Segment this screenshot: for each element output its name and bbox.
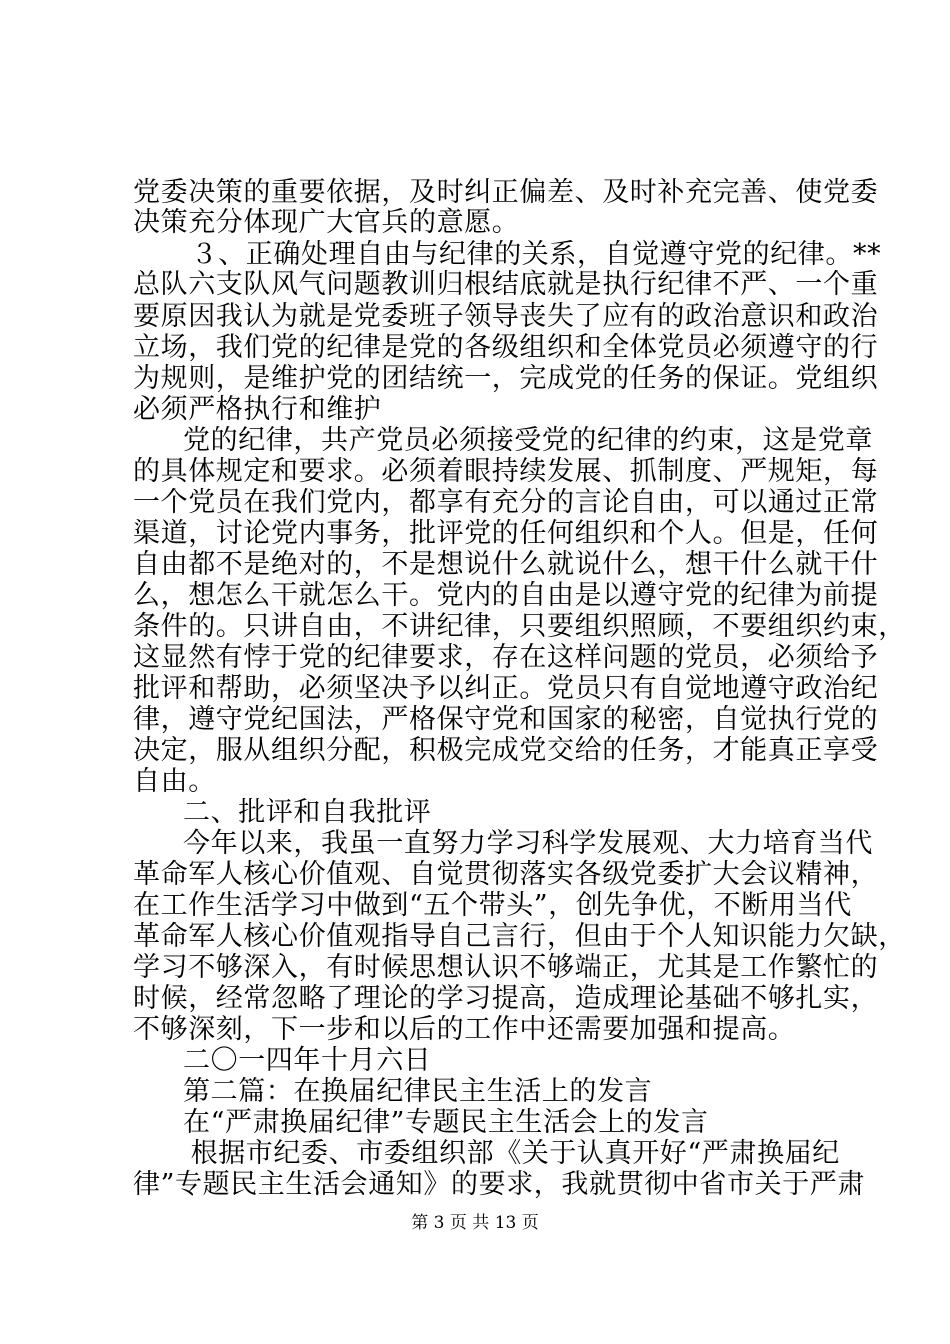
text-line-6: 立场，我们党的纪律是党的各级组织和全体党员必须遵守的行: [133, 332, 879, 363]
text-line-15: 条件的。只讲自由，不讲纪律，只要组织照顾，不要组织约束，: [133, 611, 906, 642]
text-line-5: 要原因我认为就是党委班子领导丧失了应有的政治意识和政治: [133, 301, 879, 332]
text-line-16: 这显然有悖于党的纪律要求，存在这样问题的党员，必须给予: [133, 642, 879, 673]
text-line-13: 自由都不是绝对的，不是想说什么就说什么，想干什么就干什: [133, 549, 879, 580]
chapter-title: 第二篇：在换届纪律民主生活上的发言: [183, 1076, 653, 1107]
text-line-12: 渠道，讨论党内事务，批评党的任何组织和个人。但是，任何: [133, 518, 879, 549]
text-line-28: 不够深刻，下一步和以后的工作中还需要加强和提高。: [133, 1014, 796, 1045]
text-line-3: ３、正确处理自由与纪律的关系，自觉遵守党的纪律。**: [163, 239, 882, 270]
text-line-33: 律”专题民主生活会通知》的要求，我就贯彻中省市关于严肃: [133, 1169, 866, 1200]
text-line-10: 的具体规定和要求。必须着眼持续发展、抓制度、严规矩，每: [133, 456, 879, 487]
text-line-18: 律，遵守党纪国法，严格保守党和国家的秘密，自觉执行党的: [133, 704, 879, 735]
text-line-8: 必须严格执行和维护: [133, 394, 382, 425]
text-line-2: 决策充分体现广大官兵的意愿。: [133, 207, 520, 238]
text-line-17: 批评和帮助，必须坚决予以纠正。党员只有自觉地遵守政治纪: [133, 673, 879, 704]
speech-title: 在“严肃换届纪律”专题民主生活会上的发言: [183, 1107, 709, 1138]
text-line-9: 党的纪律，共产党员必须接受党的纪律的约束，这是党章: [183, 425, 873, 456]
text-line-4: 总队六支队风气问题教训归根结底就是执行纪律不严、一个重: [133, 269, 879, 300]
text-line-1: 党委决策的重要依据，及时纠正偏差、及时补充完善、使党委: [133, 177, 879, 208]
text-line-24: 在工作生活学习中做到“五个带头”，创先争优，不断用当代: [133, 890, 852, 921]
text-line-22: 今年以来，我虽一直努力学习科学发展观、大力培育当代: [183, 828, 873, 859]
section-heading: 二、批评和自我批评: [183, 797, 432, 828]
text-line-7: 为规则，是维护党的团结统一，完成党的任务的保证。党组织: [133, 363, 879, 394]
text-line-23: 革命军人核心价值观、自觉贯彻落实各级党委扩大会议精神，: [133, 859, 879, 890]
text-line-26: 学习不够深入，有时候思想认识不够端正，尤其是工作繁忙的: [133, 952, 879, 983]
date-line: 二〇一四年十月六日: [183, 1045, 432, 1076]
text-line-19: 决定，服从组织分配，积极完成党交给的任务，才能真正享受: [133, 735, 879, 766]
text-line-27: 时候，经常忽略了理论的学习提高，造成理论基础不够扎实，: [133, 983, 879, 1014]
text-line-32: 根据市纪委、市委组织部《关于认真开好“严肃换届纪: [163, 1138, 840, 1169]
text-line-25: 革命军人核心价值观指导自己言行，但由于个人知识能力欠缺，: [133, 921, 906, 952]
text-line-20: 自由。: [133, 766, 216, 797]
text-line-14: 么，想怎么干就怎么干。党内的自由是以遵守党的纪律为前提: [133, 580, 879, 611]
page-number-footer: 第 3 页 共 13 页: [411, 1213, 539, 1233]
text-line-11: 一个党员在我们党内，都享有充分的言论自由，可以通过正常: [133, 487, 879, 518]
